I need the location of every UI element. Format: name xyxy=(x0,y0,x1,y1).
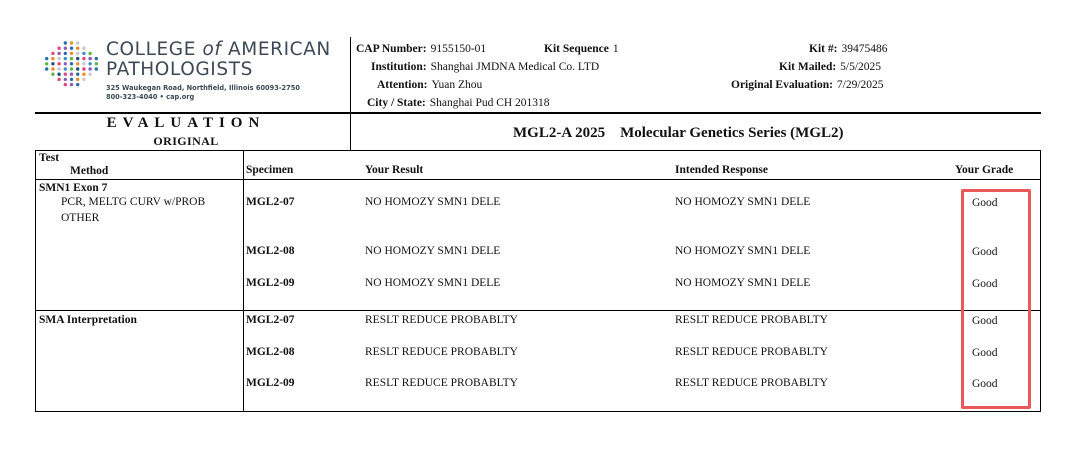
org-name: COLLEGE of AMERICAN PATHOLOGISTS xyxy=(106,39,331,80)
logo-dot xyxy=(76,52,79,55)
result-cell: RESLT REDUCE PROBABLTY xyxy=(365,314,518,326)
logo-dot xyxy=(51,52,54,55)
intended-cell: NO HOMOZY SMN1 DELE xyxy=(675,196,811,208)
logo-dot xyxy=(64,62,67,65)
logo-dot xyxy=(57,57,60,60)
result-cell: NO HOMOZY SMN1 DELE xyxy=(365,245,501,257)
logo-dot xyxy=(57,47,60,50)
intended-cell: RESLT REDUCE PROBABLTY xyxy=(675,377,828,389)
logo-dot xyxy=(76,57,79,60)
table-header-rule xyxy=(35,179,1041,180)
org-address: 325 Waukegan Road, Northfield, Illinois 60093-2750 800-323-4040 • cap.org xyxy=(106,84,300,101)
logo-dot xyxy=(51,57,54,60)
test-name: SMN1 Exon 7 xyxy=(39,182,108,194)
logo-dot xyxy=(57,52,60,55)
logo-dot xyxy=(76,73,79,76)
method-name: PCR, MELTG CURV w/PROB xyxy=(61,196,206,208)
logo-dot xyxy=(57,62,60,65)
logo-dot xyxy=(70,67,73,70)
cap-number-row: CAP Number: 9155150-01 xyxy=(356,43,487,55)
specimen-cell: MGL2-07 xyxy=(246,314,295,326)
logo-dot xyxy=(76,83,79,86)
intended-cell: RESLT REDUCE PROBABLTY xyxy=(675,314,828,326)
specimen-cell: MGL2-08 xyxy=(246,346,295,358)
specimen-cell: MGL2-08 xyxy=(246,245,295,257)
logo-dot xyxy=(70,57,73,60)
table-bottom-rule xyxy=(35,411,1041,412)
logo-dot xyxy=(82,57,85,60)
col-header-specimen: Specimen xyxy=(246,164,294,176)
grade-cell: Good xyxy=(972,197,998,209)
method-name: OTHER xyxy=(61,212,100,224)
evaluation-title: EVALUATION xyxy=(106,115,266,131)
table-right-border xyxy=(1040,150,1041,412)
logo-dot xyxy=(57,67,60,70)
logo-dot xyxy=(88,73,91,76)
logo-dot xyxy=(57,78,60,81)
intended-cell: RESLT REDUCE PROBABLTY xyxy=(675,346,828,358)
table-group-rule xyxy=(35,310,1041,311)
logo-dot xyxy=(64,67,67,70)
col-header-intended-response: Intended Response xyxy=(675,164,768,176)
logo-dot xyxy=(95,67,98,70)
specimen-cell: MGL2-07 xyxy=(246,196,295,208)
logo-dot xyxy=(64,78,67,81)
table-left-border xyxy=(35,150,36,412)
specimen-cell: MGL2-09 xyxy=(246,277,295,289)
table-column-divider xyxy=(243,150,244,412)
header-divider xyxy=(350,37,351,112)
cap-logo-icon xyxy=(44,39,99,88)
kit-mailed-row: Kit Mailed: 5/5/2025 xyxy=(779,61,882,73)
kit-number-row: Kit #: 39475486 xyxy=(809,43,888,55)
logo-dot xyxy=(76,41,79,44)
logo-dot xyxy=(82,73,85,76)
grade-cell: Good xyxy=(972,378,998,390)
table-top-rule xyxy=(35,150,1041,151)
logo-dot xyxy=(64,83,67,86)
logo-dot xyxy=(70,73,73,76)
logo-dot xyxy=(70,78,73,81)
evaluation-subtitle: ORIGINAL xyxy=(153,134,219,148)
logo-dot xyxy=(88,52,91,55)
result-cell: NO HOMOZY SMN1 DELE xyxy=(365,196,501,208)
logo-dot xyxy=(76,78,79,81)
logo-dot xyxy=(70,47,73,50)
specimen-cell: MGL2-09 xyxy=(246,377,295,389)
logo-dot xyxy=(76,47,79,50)
logo-dot xyxy=(70,83,73,86)
logo-dot xyxy=(82,62,85,65)
col-header-test: Test xyxy=(39,152,60,164)
logo-dot xyxy=(82,78,85,81)
logo-dot xyxy=(76,62,79,65)
grade-highlight-box xyxy=(961,189,1031,409)
logo-dot xyxy=(76,67,79,70)
result-cell: RESLT REDUCE PROBABLTY xyxy=(365,346,518,358)
logo-dot xyxy=(82,47,85,50)
result-cell: RESLT REDUCE PROBABLTY xyxy=(365,377,518,389)
logo-dot xyxy=(64,57,67,60)
test-name: SMA Interpretation xyxy=(39,314,137,326)
intended-cell: NO HOMOZY SMN1 DELE xyxy=(675,245,811,257)
col-header-method: Method xyxy=(70,165,109,177)
logo-dot xyxy=(64,47,67,50)
logo-dot xyxy=(64,41,67,44)
logo-dot xyxy=(64,52,67,55)
logo-dot xyxy=(45,67,48,70)
evaluation-top-rule xyxy=(35,112,1041,114)
logo-dot xyxy=(51,62,54,65)
logo-dot xyxy=(82,67,85,70)
col-header-your-result: Your Result xyxy=(365,164,424,176)
city-row: City / State: Shanghai Pud CH 201318 xyxy=(367,97,550,109)
result-cell: NO HOMOZY SMN1 DELE xyxy=(365,277,501,289)
logo-dot xyxy=(82,52,85,55)
logo-dot xyxy=(51,67,54,70)
attention-row: Attention: Yuan Zhou xyxy=(377,79,483,91)
logo-dot xyxy=(70,41,73,44)
logo-dot xyxy=(70,62,73,65)
institution-row: Institution: Shanghai JMDNA Medical Co. LTD xyxy=(371,61,600,73)
logo-dot xyxy=(51,73,54,76)
logo-dot xyxy=(70,52,73,55)
evaluation-divider xyxy=(350,114,351,150)
intended-cell: NO HOMOZY SMN1 DELE xyxy=(675,277,811,289)
logo-dot xyxy=(88,67,91,70)
grade-cell: Good xyxy=(972,278,998,290)
logo-dot xyxy=(64,73,67,76)
original-evaluation-row: Original Evaluation: 7/29/2025 xyxy=(731,79,884,91)
kit-sequence-row: Kit Sequence 1 xyxy=(544,43,619,55)
col-header-your-grade: Your Grade xyxy=(955,164,1014,176)
logo-dot xyxy=(45,62,48,65)
series-title: MGL2-A 2025 Molecular Genetics Series (MGL2) xyxy=(513,125,844,141)
logo-dot xyxy=(57,73,60,76)
logo-dot xyxy=(88,57,91,60)
logo-dot xyxy=(95,62,98,65)
logo-dot xyxy=(45,57,48,60)
grade-cell: Good xyxy=(972,347,998,359)
logo-dot xyxy=(95,57,98,60)
grade-cell: Good xyxy=(972,315,998,327)
grade-cell: Good xyxy=(972,246,998,258)
logo-dot xyxy=(88,62,91,65)
